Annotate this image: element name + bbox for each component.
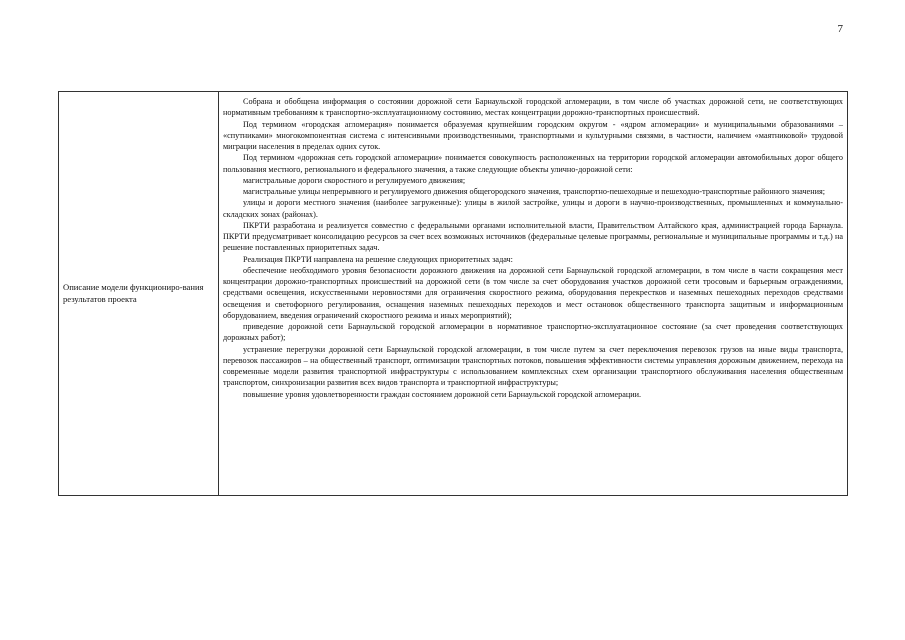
description-table (58, 91, 848, 496)
list-item-congestion-elimination: устранение перегрузки дорожной сети Барнаульской городской агломерации, в том числе путем за счет переключения перевозок грузов на иные виды транспорта, перевозок пассажиров – на общественный транспорт, оптимизации транспортных потоков, повышения эффективности системы управления дорожным движением, перехода на современные модели развития транспортной инфраструктуры с использованием комплексных схем организации транспортного обслуживания населения общественным транспортом, синхронизации развития всех видов транспорта и транспортной инфраструктуры; (223, 344, 843, 388)
list-item-highways: магистральные дороги скоростного и регулируемого движения; (243, 175, 466, 185)
paragraph-info-collected: Собрана и обобщена информация о состоянии дорожной сети Барнаульской городской агломерации, в том числе об участках дорожной сети, не соответствующих нормативным требованиям к транспортно-эксплуатационному состоянию, местах концентрации дорожно-транспортных происшествий. (223, 97, 843, 118)
paragraph-priority-tasks-intro: Реализация ПКРТИ направлена на решение следующих приоритетных задач: (243, 254, 513, 264)
paragraph-road-network-definition: Под термином «дорожная сеть городской агломерации» понимается совокупность расположенных на территории городской агломерации автомобильных дорог общего пользования местного, регионального и федерального значения, а также следующие объекты улично-дорожной сети: (223, 153, 843, 174)
paragraph-agglomeration-definition: Под термином «городская агломерация» понимается образуемая крупнейшим городским округом - «ядром агломерации» и муниципальными образованиями – «спутниками» многокомпонентная система с интенсивными производственными, транспортными и культурными связями, в частности, наличием «маятниковой» трудовой миграции населения в пределах одних суток. (223, 119, 843, 151)
list-item-traffic-safety: обеспечение необходимого уровня безопасности дорожного движения на дорожной сети Барнаульской городской агломерации, в том числе в части сокращения мест концентрации дорожно-транспортных происшествий на дорожной сети (в том числе за счет оборудования участков дорожной сети тросовым и барьерным ограждениями, средствами освещения, искусственными неровностями для ограничения скоростного режима, оборудования перекрестков и наземных пешеходных переходов средствами освещения и светофорного регулирования, оснащения наземных пешеходных переходов и мест остановок общественного транспорта защитным и информационным оборудованием, введения ограничений скоростного режима и иных мероприятий); (223, 265, 843, 320)
list-item-citizen-satisfaction: повышение уровня удовлетворенности граждан состоянием дорожной сети Барнаульской городской агломерации. (243, 389, 642, 399)
table-label: Описание модели функциониро-вания результатов проекта (63, 282, 204, 304)
table-label-cell (59, 92, 219, 495)
list-item-normative-condition: приведение дорожной сети Барнаульской городской агломерации в нормативное транспортно-эксплуатационное состояние (за счет проведения соответствующих дорожных работ); (223, 322, 843, 343)
table-content-cell (219, 92, 847, 495)
paragraph-pkrti-development: ПКРТИ разработана и реализуется совместно с федеральными органами исполнительной власти, Правительством Алтайского края, администрацией города Барнаула. ПКРТИ предусматривает консолидацию ресурсов за счет всех возможных источников (федеральные целевые программы, региональные и муниципальные программы и т.д.) на решение поставленных приоритетных задач. (223, 220, 843, 253)
page-number: 7 (837, 23, 843, 35)
list-item-local-streets: улицы и дороги местного значения (наиболее загруженные): улицы в жилой застройке, улицы и дороги в научно-производственных, промышленных и коммунально-складских зонах (районах). (223, 198, 843, 219)
list-item-main-streets: магистральные улицы непрерывного и регулируемого движения общегородского значения, транспортно-пешеходные и пешеходно-транспортные районного значения; (243, 187, 825, 196)
